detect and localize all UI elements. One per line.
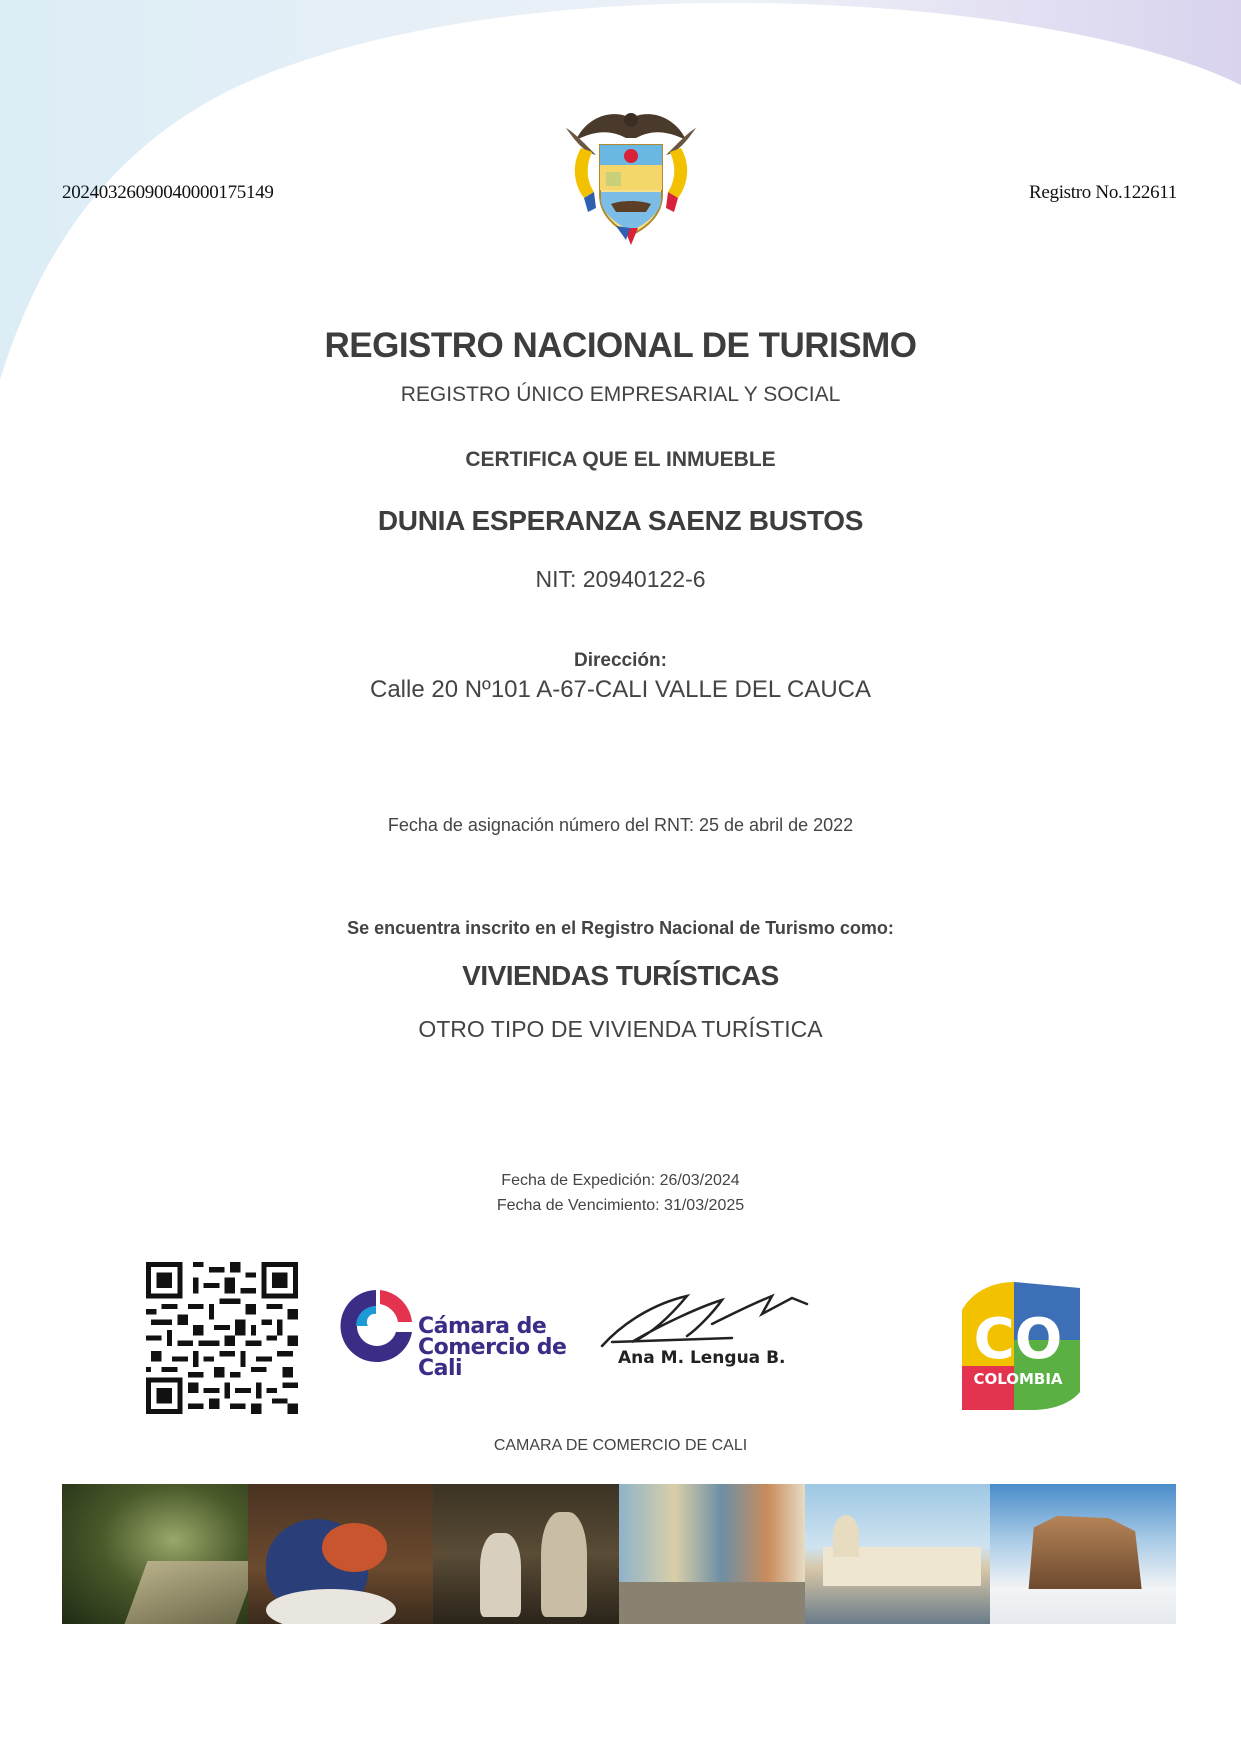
certificate-title: REGISTRO NACIONAL DE TURISMO: [324, 326, 917, 365]
address-label: Dirección:: [574, 650, 667, 671]
colonial-building-photo: [805, 1484, 991, 1624]
registry-number: Registro No.122611: [1028, 182, 1177, 203]
photo-strip: [62, 1484, 1176, 1624]
document-number: 20240326090040000175149: [62, 182, 274, 203]
rock-formation-photo: [990, 1484, 1176, 1624]
colombia-logo-big-text: CO: [973, 1307, 1063, 1372]
certificate-subtitle: REGISTRO ÚNICO EMPRESARIAL Y SOCIAL: [400, 383, 841, 406]
colonial-street-photo: [619, 1484, 805, 1624]
chamber-of-commerce-logo: [336, 1284, 568, 1394]
nit-number: NIT: 20940122-6: [535, 566, 706, 592]
signature-stroke-icon: [592, 1284, 812, 1354]
signature: [592, 1284, 812, 1384]
tourism-subcategory: OTRO TIPO DE VIVIENDA TURÍSTICA: [418, 1016, 823, 1042]
forest-photo: [62, 1484, 248, 1624]
expiry-date: Fecha de Vencimiento: 31/03/2025: [496, 1197, 745, 1214]
certifies-statement: CERTIFICA QUE EL INMUEBLE: [465, 448, 776, 471]
qr-code-icon: [146, 1262, 298, 1414]
colombia-brand-logo: [952, 1280, 1082, 1410]
tourism-category: VIVIENDAS TURÍSTICAS: [462, 960, 779, 991]
condor-photo: [248, 1484, 434, 1624]
chamber-name: CAMARA DE COMERCIO DE CALI: [493, 1437, 748, 1454]
rnt-assignment-date: Fecha de asignación número del RNT: 25 de abril de 2022: [387, 815, 854, 835]
musicians-photo: [433, 1484, 619, 1624]
signer-name: Ana M. Lengua B.: [618, 1348, 786, 1368]
coat-of-arms-icon: [566, 100, 696, 245]
registered-as-label: Se encuentra inscrito en el Registro Nacional de Turismo como:: [347, 918, 894, 938]
issue-date: Fecha de Expedición: 26/03/2024: [501, 1172, 740, 1189]
address-value: Calle 20 Nº101 A-67-CALI VALLE DEL CAUCA: [370, 676, 871, 703]
chamber-logo-mark-icon: [336, 1284, 416, 1374]
owner-name: DUNIA ESPERANZA SAENZ BUSTOS: [377, 505, 864, 536]
colombia-logo-small-text: COLOMBIA: [973, 1370, 1063, 1388]
chamber-logo-text: Cámara de Comercio de Cali: [418, 1314, 567, 1381]
